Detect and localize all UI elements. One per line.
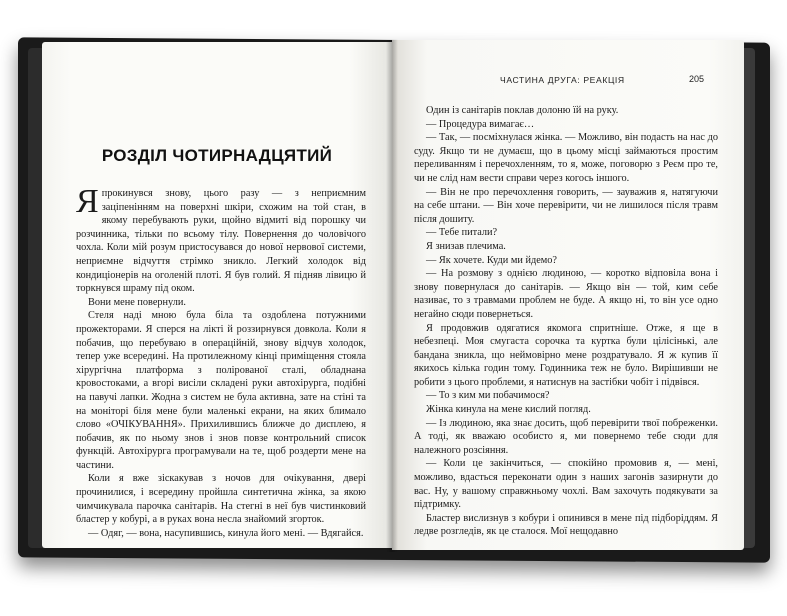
paragraph: Бластер вислизнув з кобури і опинився в мене під підборіддям. Я ледве розгледів, як це сталося. Мої нещодавно: [414, 512, 718, 538]
right-page-text: [414, 104, 718, 539]
paragraph: — То з ким ми побачимося?: [426, 390, 550, 402]
paragraph: Я знизав плечима.: [426, 240, 506, 252]
paragraph: Коли я вже зіскакував з ночов для очікування, двері прочинилися, і всередину пройшла синтетична жінка, за якою чимчикувала парочка санітарів. На стегні в неї був чистинковий бластер у кобурі, а в руках вона несла знайомий згорток.: [76, 473, 366, 526]
left-page: [42, 42, 392, 548]
paragraph: [76, 183, 366, 296]
paragraph: — Із людиною, яка знає досить, щоб перевірити твої побреженки. А тоді, як вважаю особисто я, ми повернемо тебе сюди для належного розсіяння.: [414, 417, 718, 456]
paragraph: — Він не про перечохлення говорить, — зауважив я, натягуючи на себе штани. — Він хоче перевірити, чи не лишилося після травм після дошиту.: [414, 186, 718, 225]
right-page: [392, 40, 744, 550]
page-number: 205: [688, 74, 704, 84]
chapter-title: РОЗДІЛ ЧОТИРНАДЦЯТИЙ: [101, 146, 333, 165]
paragraph: Я продовжив одягатися якомога спритніше. Отже, я ще в небезпеці. Моя смугаста сорочка та куртка були цілісінькі, але бандана зникла, що неймовірно мене роздратувало. Я ж купив її якихось кілька годин тому. Годинника теж не було. Вирішивши не робити з цього проблеми, я натиснув на застібки чобіт і підвівся.: [414, 322, 718, 388]
paragraph: — Коли це закінчиться, — спокійно промовив я, — мені, можливо, вдасться переконати один з наших загонів зазирнути до вас. Ну, у вашому справжньому чохлі. Вам захочуть подякувати за підтримку.: [414, 458, 718, 511]
paragraph: Вони мене повернули.: [88, 296, 186, 308]
paragraph: — Так, — посміхнулася жінка. — Можливо, він подасть на нас до суду. Якщо ти не думаєш, що в цьому місці займаються простим переливанням і перечохленням, то я, може, поговорю з Реєм про те, чи не слід нам вести справи через когось іншого.: [414, 132, 718, 184]
paragraph: — Одяг, — вона, насупившись, кинула його мені. — Вдягайся.: [88, 527, 364, 539]
paragraph: — Тебе питали?: [426, 227, 498, 239]
book-gutter: [386, 40, 398, 552]
paragraph: — Як хочете. Куди ми йдемо?: [426, 254, 557, 266]
paragraph-text: прокинувся знову, цього разу — з неприємним заціпенінням на поверхні шкіри, схожим на той стан, в якому перебувають руки, щойно відмиті від порошку чи розчинника, тільки по всьому тілу. Повернення до чоловічого чохла. Коли мій розум пристосувався до нової нервової системи, неприємне відчуття стрімко зникло. Легкий холодок від кондиціонерів на оголеній плоті. Я був голий. Я підняв лівицю й торкнувся шраму під оком.: [76, 188, 366, 295]
running-head: ЧАСТИНА ДРУГА: РЕАКЦІЯ: [500, 75, 625, 85]
paragraph: — На розмову з однією людиною, — коротко відповіла вона і знову повернулася до санітарів. — Якщо він — той, ким себе називає, то з травмами проблем не буде. А якщо ні, то він усе одно негайно сюди повернеться.: [414, 268, 718, 320]
left-page-text: [76, 183, 366, 540]
paragraph: — Процедура вимагає…: [426, 118, 535, 130]
paragraph: Один із санітарів поклав долоню їй на руку.: [426, 105, 619, 116]
paragraph: Стеля наді мною була біла та оздоблена потужними прожекторами. Я сперся на лікті й роззирнувся довкола. Коли я побачив, що перебуваю в операційній, знову відчув холодок, тепер уже всередині. На протилежному кінці приміщення стояла хірургічна платформа з полірованої сталі, обладнана кровостоками, а вгорі висіли складені руки автохірурга, подібні на павучі лапки. Жодна з систем не була активна, зате на стіні та на моніторі біля мене були маленькі екрани, на яких блимало слово «ОЧІКУВАННЯ». Прихилившись ближче до дисплею, я побачив, як по ньому знов і знов повзе контрольний список функцій. Автохірурга програмували на те, щоб роздерти мене на частини.: [76, 310, 366, 471]
drop-cap: Я: [76, 183, 99, 220]
paragraph: Жінка кинула на мене кислий погляд.: [426, 404, 591, 416]
